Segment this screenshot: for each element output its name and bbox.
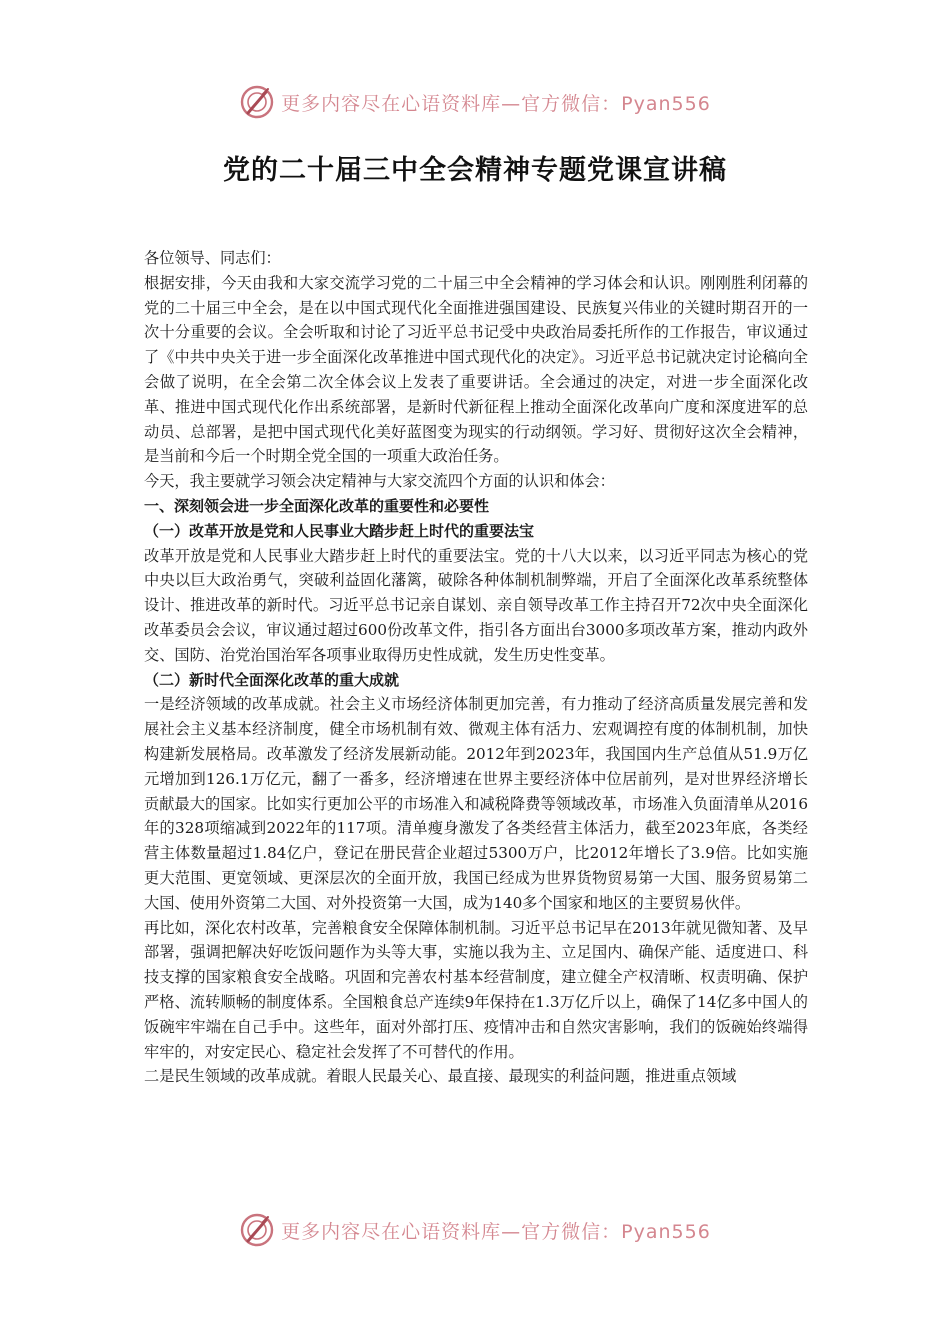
- body-paragraph: 各位领导、同志们：: [144, 249, 281, 267]
- watermark-text: 更多内容尽在心语资料库—官方微信：Pyan556: [281, 1220, 711, 1243]
- brush-logo-icon: [239, 84, 275, 120]
- body-paragraph: 根据安排，今天由我和大家交流学习党的二十届三中全会精神的学习体会和认识。刚刚胜利闭幕的党的二十届三中全会，是在以中国式现代化全面推进强国建设、民族复兴伟业的关键时期召开的一次十分重要的会议。全会听取和讨论了习近平总书记受中央政治局委托所作的工作报告，审议通过了《中共中央关于进一步全面深化改革推进中国式现代化的决定》。习近平总书记就决定讨论稿向全会做了说明，在全会第二次全体会议上发表了重要讲话。全会通过的决定，对进一步全面深化改革、推进中国式现代化作出系统部署，是新时代新征程上推动全面深化改革向广度和深度进军的总动员、总部署，是把中国式现代化美好蓝图变为现实的行动纲领。学习好、贯彻好这次全会精神，是当前和今后一个时期全党全国的一项重大政治任务。: [144, 273, 808, 466]
- body-paragraph: 一是经济领域的改革成就。社会主义市场经济体制更加完善，有力推动了经济高质量发展完善和发展社会主义基本经济制度，健全市场机制有效、微观主体有活力、宏观调控有度的体制机制，加快构建新发展格局。改革激发了经济发展新动能。2012年到2023年，我国国内生产总值从51.9万亿元增加到126.1万亿元，翻了一番多，经济增速在世界主要经济体中位居前列，是对世界经济增长贡献最大的国家。比如实行更加公平的市场准入和减税降费等领域改革，市场准入负面清单从2016年的328项缩减到2022年的117项。清单瘦身激发了各类经营主体活力，截至2023年底，各类经营主体数量超过1.84亿户，登记在册民营企业超过5300万户，比2012年增长了3.9倍。比如实施更大范围、更宽领域、更深层次的全面开放，我国已经成为世界货物贸易第一大国、服务贸易第二大国、使用外资第二大国、对外投资第一大国，成为140多个国家和地区的主要贸易伙伴。: [144, 695, 808, 912]
- subsection-heading: （一）改革开放是党和人民事业大踏步赶上时代的重要法宝: [144, 521, 535, 540]
- document-body: [144, 246, 808, 1089]
- body-paragraph: 今天，我主要就学习领会决定精神与大家交流四个方面的认识和体会：: [144, 472, 615, 491]
- watermark-banner-bottom: [0, 1208, 950, 1252]
- section-heading: 一、深刻领会进一步全面深化改革的重要性和必要性: [144, 496, 490, 515]
- body-paragraph: 再比如，深化农村改革，完善粮食安全保障体制机制。习近平总书记早在2013年就见微知著、及早部署，强调把解决好吃饭问题作为头等大事，实施以我为主、立足国内、确保产能、适度进口、科技支撑的国家粮食安全战略。巩固和完善农村基本经营制度，建立健全产权清晰、权责明确、保护严格、流转顺畅的制度体系。全国粮食总产连续9年保持在1.3万亿斤以上，确保了14亿多中国人的饭碗牢牢端在自己手中。这些年，面对外部打压、疫情冲击和自然灾害影响，我们的饭碗始终端得牢牢的，对安定民心、稳定社会发挥了不可替代的作用。: [144, 918, 808, 1061]
- brush-logo-icon: [239, 1212, 275, 1248]
- document-title: 党的二十届三中全会精神专题党课宣讲稿: [223, 155, 727, 186]
- watermark-banner-top: [0, 80, 950, 124]
- body-paragraph: 改革开放是党和人民事业大踏步赶上时代的重要法宝。党的十八大以来，以习近平同志为核心的党中央以巨大政治勇气，突破利益固化藩篱，破除各种体制机制弊端，开启了全面深化改革系统整体设计、推进改革的新时代。习近平总书记亲自谋划、亲自领导改革工作主持召开72次中央全面深化改革委员会会议，审议通过超过600份改革文件，指引各方面出台3000多项改革方案，推动内政外交、国防、治党治国治军各项事业取得历史性成就，发生历史性变革。: [144, 546, 808, 664]
- watermark-text: 更多内容尽在心语资料库—官方微信：Pyan556: [281, 92, 711, 115]
- body-paragraph: 二是民生领域的改革成就。着眼人民最关心、最直接、最现实的利益问题，推进重点领域: [144, 1067, 737, 1086]
- subsection-heading: （二）新时代全面深化改革的重大成就: [144, 670, 400, 689]
